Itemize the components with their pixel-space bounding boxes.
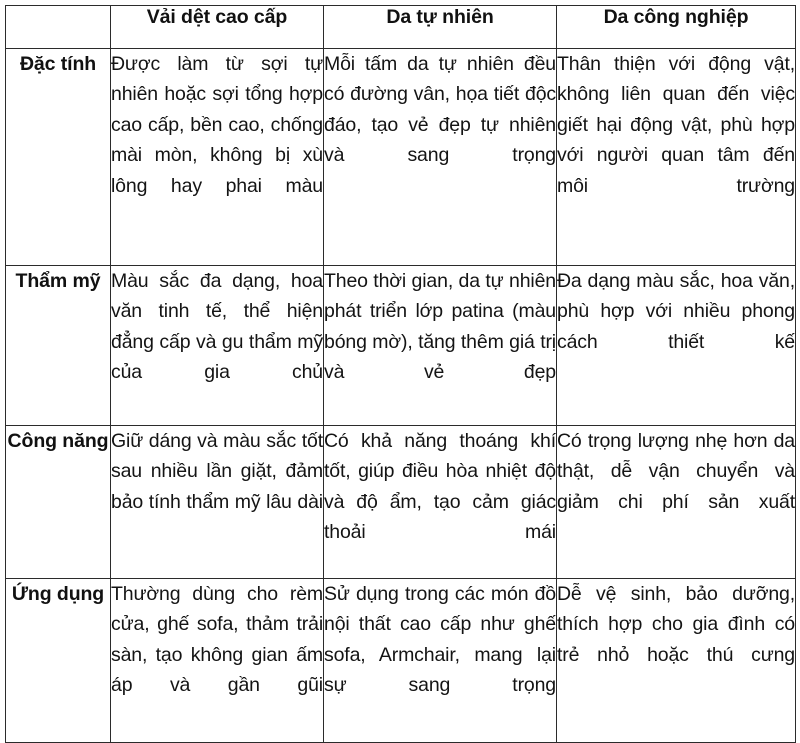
- header-cell-blank: [6, 6, 111, 49]
- header-row: [6, 6, 796, 49]
- cell-text: Đa dạng màu sắc, hoa văn, phù hợp với nhiều phong cách thiết kế: [557, 270, 795, 353]
- header-cell-industrial-leather: Da công nghiệp: [557, 6, 796, 49]
- cell-dac-tinh-natural: [324, 49, 557, 266]
- cell-text: Theo thời gian, da tự nhiên phát triển lớp patina (màu bóng mờ), tăng thêm giá trị và vẻ đẹp: [324, 270, 556, 384]
- cell-text: Được làm từ sợi tự nhiên hoặc sợi tổng hợp cao cấp, bền cao, chống mài mòn, không bị xù lông hay phai màu: [111, 53, 323, 197]
- cell-ung-dung-fabric: [111, 579, 324, 743]
- header-cell-natural-leather: Da tự nhiên: [324, 6, 557, 49]
- table-row: [6, 579, 796, 743]
- cell-cong-nang-industrial: [557, 426, 796, 579]
- cell-dac-tinh-industrial: [557, 49, 796, 266]
- cell-tham-my-fabric: [111, 266, 324, 426]
- cell-text: Màu sắc đa dạng, hoa văn tinh tế, thể hiện đẳng cấp và gu thẩm mỹ của gia chủ: [111, 270, 323, 384]
- cell-text: Sử dụng trong các món đồ nội thất cao cấp như ghế sofa, Armchair, mang lại sự sang trọng: [324, 583, 556, 697]
- cell-cong-nang-fabric: [111, 426, 324, 579]
- table-row: [6, 266, 796, 426]
- cell-dac-tinh-fabric: [111, 49, 324, 266]
- row-label-cong-nang: Công năng: [6, 426, 111, 579]
- comparison-table-container: [5, 5, 795, 734]
- cell-ung-dung-industrial: [557, 579, 796, 743]
- table-row: [6, 426, 796, 579]
- cell-tham-my-natural: [324, 266, 557, 426]
- table-row: [6, 49, 796, 266]
- cell-text: Thường dùng cho rèm cửa, ghế sofa, thảm trải sàn, tạo không gian ấm áp và gần gũi: [111, 583, 323, 697]
- cell-ung-dung-natural: [324, 579, 557, 743]
- cell-text: Có trọng lượng nhẹ hơn da thật, dễ vận chuyển và giảm chi phí sản xuất: [557, 430, 795, 513]
- cell-text: Mỗi tấm da tự nhiên đều có đường vân, họa tiết độc đáo, tạo vẻ đẹp tự nhiên và sang trọng: [324, 53, 556, 167]
- row-label-ung-dung: Ứng dụng: [6, 579, 111, 743]
- cell-text: Dễ vệ sinh, bảo dưỡng, thích hợp cho gia đình có trẻ nhỏ hoặc thú cưng: [557, 583, 795, 666]
- cell-tham-my-industrial: [557, 266, 796, 426]
- row-label-tham-my: Thẩm mỹ: [6, 266, 111, 426]
- cell-text: Thân thiện với động vật, không liên quan đến việc giết hại động vật, phù hợp với người quan tâm đến môi trường: [557, 53, 795, 197]
- table-header: [6, 6, 796, 49]
- material-comparison-table: [5, 5, 796, 743]
- header-cell-fabric: Vải dệt cao cấp: [111, 6, 324, 49]
- cell-text: Có khả năng thoáng khí tốt, giúp điều hòa nhiệt độ và độ ẩm, tạo cảm giác thoải mái: [324, 430, 556, 544]
- cell-text: Giữ dáng và màu sắc tốt sau nhiều lần giặt, đảm bảo tính thẩm mỹ lâu dài: [111, 430, 323, 513]
- cell-cong-nang-natural: [324, 426, 557, 579]
- row-label-dac-tinh: Đặc tính: [6, 49, 111, 266]
- table-body: [6, 49, 796, 743]
